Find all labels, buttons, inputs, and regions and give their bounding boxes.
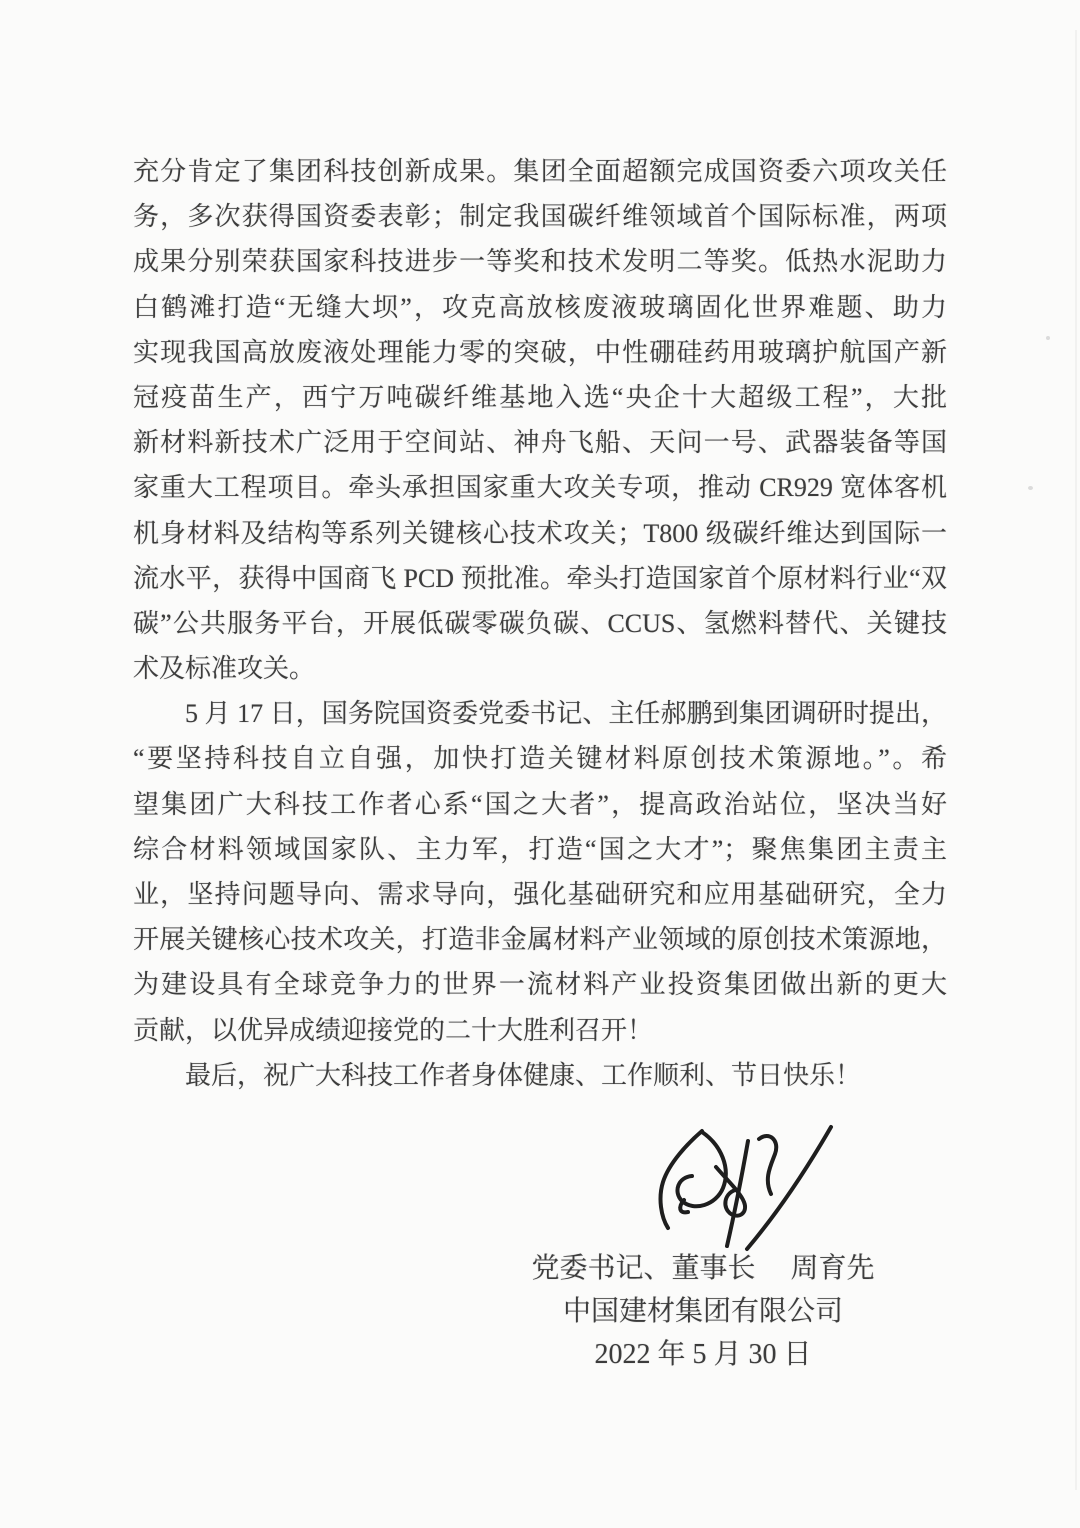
text-line: 冠疫苗生产，西宁万吨碳纤维基地入选“央企十大超级工程”，大批 bbox=[133, 382, 947, 412]
text-line: 流水平，获得中国商飞 PCD 预批准。牵头打造国家首个原材料行业“双 bbox=[133, 563, 947, 593]
text-line: 务，多次获得国资委表彰；制定我国碳纤维领域首个国际标准，两项 bbox=[133, 202, 947, 232]
text-line: 望集团广大科技工作者心系“国之大者”，提高政治站位，坚决当好 bbox=[133, 789, 947, 819]
handwritten-signature bbox=[618, 1105, 878, 1270]
text-line: 最后，祝广大科技工作者身体健康、工作顺利、节日快乐！ bbox=[185, 1060, 862, 1090]
scan-speck bbox=[1028, 486, 1033, 490]
text-line: 开展关键核心技术攻关，打造非金属材料产业领域的原创技术策源地， bbox=[133, 925, 947, 955]
text-line: 综合材料领域国家队、主力军，打造“国之大才”；聚焦集团主责主 bbox=[133, 834, 947, 864]
text-line: 5 月 17 日，国务院国资委党委书记、主任郝鹏到集团调研时提出， bbox=[185, 699, 947, 729]
text-line: 实现我国高放废液处理能力零的突破，中性硼硅药用玻璃护航国产新 bbox=[133, 337, 947, 367]
scan-speck bbox=[1046, 336, 1050, 340]
text-line: 充分肯定了集团科技创新成果。集团全面超额完成国资委六项攻关任 bbox=[133, 157, 947, 186]
text-line: 白鹤滩打造“无缝大坝”，攻克高放核废液玻璃固化世界难题、助力 bbox=[133, 292, 947, 322]
signer-title-and-name: 党委书记、董事长 周育先 bbox=[531, 1253, 875, 1284]
text-line: 为建设具有全球竞争力的世界一流材料产业投资集团做出新的更大 bbox=[133, 970, 947, 1000]
text-line: 家重大工程项目。牵头承担国家重大攻关专项，推动 CR929 宽体客机 bbox=[133, 473, 947, 503]
text-line: 业，坚持问题导向、需求导向，强化基础研究和应用基础研究，全力 bbox=[133, 880, 947, 909]
text-line: 贡献，以优异成绩迎接党的二十大胜利召开！ bbox=[133, 1015, 654, 1045]
signature-date: 2022 年 5 月 30 日 bbox=[594, 1339, 812, 1370]
text-line: 新材料新技术广泛用于空间站、神舟飞船、天问一号、武器装备等国 bbox=[133, 428, 947, 458]
company-name: 中国建材集团有限公司 bbox=[562, 1296, 843, 1327]
text-line: 碳”公共服务平台，开展低碳零碳负碳、CCUS、氢燃料替代、关键技 bbox=[133, 608, 947, 638]
body-text bbox=[133, 149, 947, 1098]
scan-edge-artifact bbox=[1075, 30, 1077, 1490]
signature-block bbox=[403, 1247, 1003, 1376]
text-line: 机身材料及结构等系列关键核心技术攻关；T800 级碳纤维达到国际一 bbox=[133, 518, 947, 548]
text-line: 成果分别荣获国家科技进步一等奖和技术发明二等奖。低热水泥助力 bbox=[133, 247, 947, 277]
text-line: “要坚持科技自立自强，加快打造关键材料原创技术策源地。”。希 bbox=[133, 744, 947, 774]
text-line: 术及标准攻关。 bbox=[133, 654, 316, 684]
